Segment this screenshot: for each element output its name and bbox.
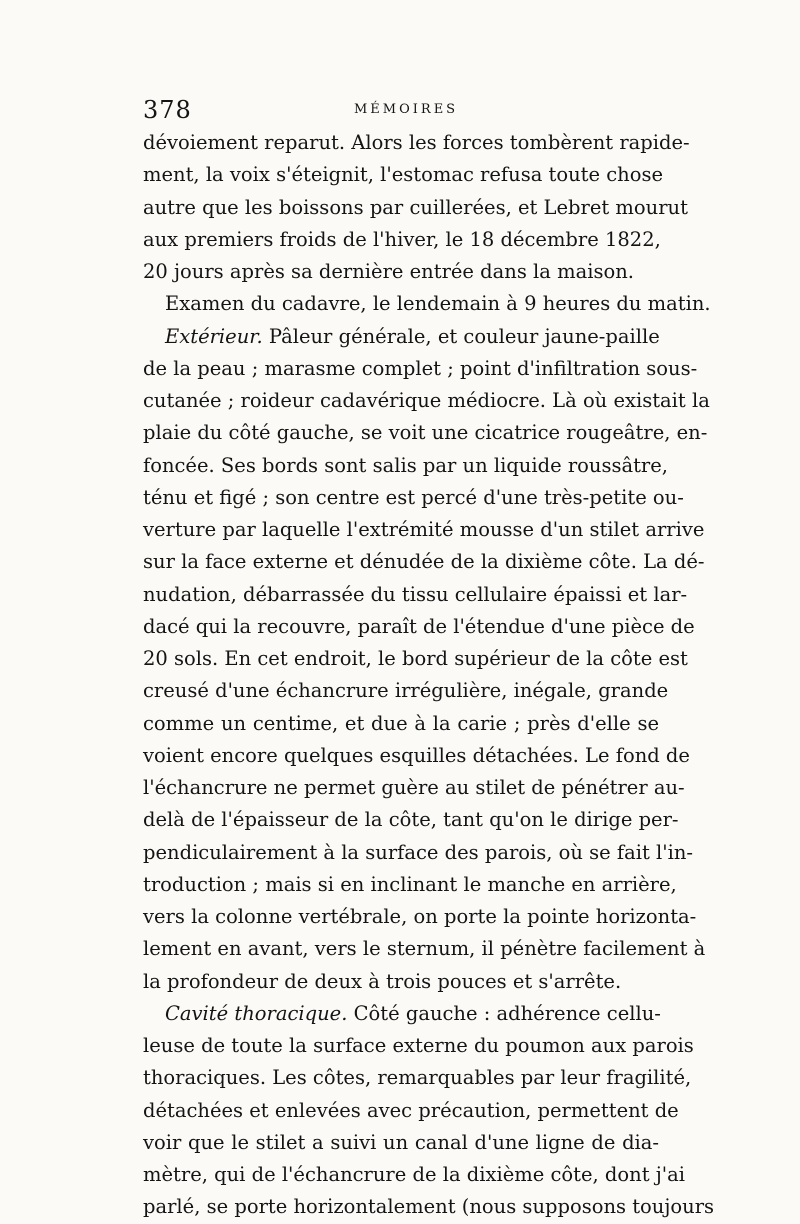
text-line: foncée. Ses bords sont salis par un liquide roussâtre, <box>143 453 668 477</box>
text-line: troduction ; mais si en inclinant le manche en arrière, <box>143 872 677 896</box>
text-line: pendiculairement à la surface des parois, où se fait l'in- <box>143 840 694 864</box>
text-line: nudation, débarrassée du tissu cellulaire épaissi et lar- <box>143 582 688 606</box>
text-line: sur la face externe et dénudée de la dixième côte. La dé- <box>143 550 705 574</box>
text-line: comme un centime, et due à la carie ; près d'elle se <box>143 711 659 735</box>
text-line: thoraciques. Les côtes, remarquables par leur fragilité, <box>143 1066 692 1090</box>
text-line: dévoiement reparut. Alors les forces tombèrent rapide- <box>143 131 690 154</box>
paragraph-exterieur-first-line <box>143 321 659 353</box>
text-line: détachées et enlevées avec précaution, permettent de <box>143 1098 679 1122</box>
text-line: mètre, qui de l'échancrure de la dixième côte, dont j'ai <box>143 1163 686 1186</box>
text-line: plaie du côté gauche, se voit une cicatrice rougeâtre, en- <box>143 421 708 445</box>
text-line: delà de l'épaisseur de la côte, tant qu'on le dirige per- <box>143 808 679 832</box>
running-title: MÉMOIRES <box>354 102 459 117</box>
text-line: la profondeur de deux à trois pouces et s'arrête. <box>143 969 622 993</box>
text-line: voir que le stilet a suivi un canal d'une ligne de dia- <box>143 1130 659 1154</box>
body-text <box>143 127 715 1224</box>
text-line: 20 jours après sa dernière entrée dans la maison. <box>143 260 634 283</box>
paragraph-cavite-first-line <box>143 998 659 1030</box>
running-head <box>143 96 663 126</box>
text-line: cutanée ; roideur cadavérique médiocre. Là où existait la <box>143 389 710 412</box>
lead-cavite: Cavité thoracique. <box>165 1001 348 1025</box>
text-line: aux premiers froids de l'hiver, le 18 décembre 1822, <box>143 227 661 251</box>
text-line: creusé d'une échancrure irrégulière, inégale, grande <box>143 679 669 703</box>
text-line: parlé, se porte horizontalement (nous supposons toujours <box>143 1195 715 1219</box>
text-line: voient encore quelques esquilles détachées. Le fond de <box>143 743 690 767</box>
text-line: Examen du cadavre, le lendemain à 9 heures du matin. <box>165 292 711 316</box>
text-line: verture par laquelle l'extrémité mousse d'un stilet arrive <box>143 518 705 541</box>
text-line: dacé qui la recouvre, paraît de l'étendue d'une pièce de <box>143 614 695 638</box>
text-line: vers la colonne vertébrale, on porte la pointe horizonta- <box>143 905 697 928</box>
text-line: ténu et figé ; son centre est percé d'une très-petite ou- <box>143 485 684 509</box>
lead-exterieur-rest: Pâleur générale, et couleur jaune-paille <box>262 324 660 348</box>
text-line: leuse de toute la surface externe du poumon aux parois <box>143 1034 694 1057</box>
text-line: autre que les boissons par cuillerées, et Lebret mourut <box>143 195 688 219</box>
lead-exterieur: Extérieur. <box>165 324 263 348</box>
text-line: l'échancrure ne permet guère au stilet de pénétrer au- <box>143 776 685 799</box>
lead-cavite-rest: Côté gauche : adhérence cellu- <box>347 1001 661 1025</box>
text-line: 20 sols. En cet endroit, le bord supérieur de la côte est <box>143 647 688 670</box>
page-number: 378 <box>143 96 192 124</box>
text-line: de la peau ; marasme complet ; point d'infiltration sous- <box>143 356 698 380</box>
text-line: lement en avant, vers le sternum, il pénètre facilement à <box>143 937 706 961</box>
text-line: ment, la voix s'éteignit, l'estomac refusa toute chose <box>143 163 664 187</box>
